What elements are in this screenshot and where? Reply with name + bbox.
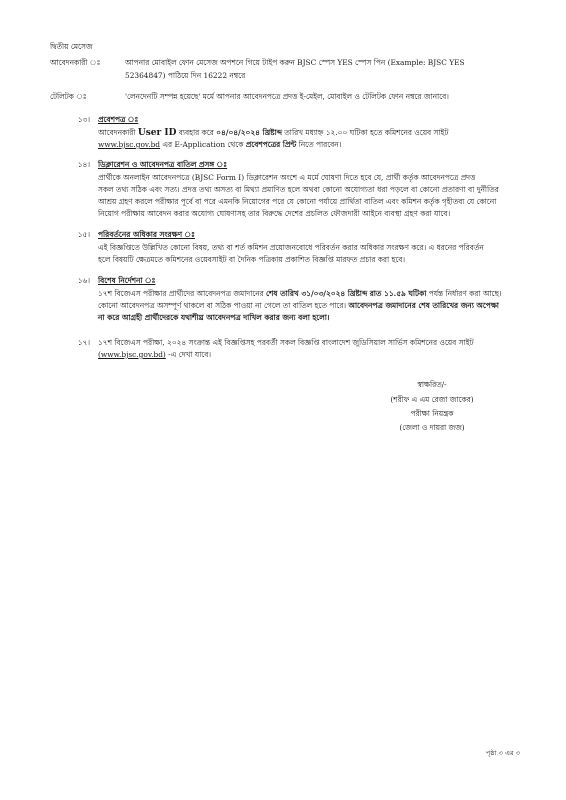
section-16-line-3: না করে আগ্রহী প্রার্থীদেরকে যথাশীঘ্র আবেদনপত্র দাখিল করার জন্য বলা হলো। [98, 313, 330, 322]
section-13-line-2 [98, 139, 518, 150]
applicant-label: আবেদনকারী ঃ [50, 58, 101, 67]
section-14-number: ১৪। [77, 160, 90, 169]
section-13-number: ১৩। [77, 115, 90, 124]
section-16-heading: বিশেষ নির্দেশনা ঃ [98, 276, 156, 285]
section-13-heading: প্রবেশপত্র ঃ [98, 115, 139, 124]
section-16-text: পর্যন্ত নির্ধারণ করা আছে। [428, 289, 502, 298]
signatory-rank: (জেলা ও দায়রা জজ) [399, 423, 465, 432]
section-17-line-1: ১৭শ বিজেএস পরীক্ষা, ২০২৪ সংক্রান্ত এই বিজ্ঞপ্তিসহ পরবর্তী সকল বিজ্ঞপ্তি বাংলাদেশ জুডিসিয়াল সার্ভিস কমিশনের ওয়েব সাইট [98, 338, 474, 347]
section-16-line-2 [98, 300, 518, 311]
section-13-text: ব্যবহার করে [178, 128, 214, 137]
admit-print-text: প্রবেশপত্রের প্রিন্ট [245, 140, 297, 149]
applicant-text-line-2: 52364847) পাঠিয়ে দিন 16222 নম্বরে [125, 71, 246, 80]
section-15-line-2: হলে বিষয়টি ক্ষেত্রমতে কমিশনের ওয়েবসাইট বা দৈনিক পত্রিকায় প্রকাশিত বিজ্ঞপ্তি মারফত প্রচার করা হবে। [98, 255, 406, 264]
section-13-text: তারিখ মধ্যাহ্ন ১২.০০ ঘটিকা হতে কমিশনের ওয়েব সাইট [284, 128, 449, 137]
section-15-number: ১৫। [77, 230, 90, 239]
section-16-bold-text: আবেদনপত্র জমাদানের শেষ তারিখের জন্য অপেক্ষা [348, 301, 499, 310]
bjsc-website-link[interactable]: (www.bjsc.gov.bd) [98, 350, 166, 359]
teletalk-text: 'লেনদেনটি সম্পন্ন হয়েছে' মর্মে আপনার আবেদনপত্রে প্রদত্ত ই-মেইল, মোবাইল ও টেলিটক ফোন নম্বরে জানাবে। [125, 92, 449, 101]
deadline-text: শেষ তারিখ ৩১/০৩/২০২৪ খ্রিষ্টাব্দ রাত ১১.৫৯ ঘটিকা [266, 289, 427, 298]
section-17-line-2 [98, 349, 518, 360]
section-14-line-4: নিয়োগ পরীক্ষায় আবেদন করার অযোগ্য ঘোষণাসহ তার বিরুদ্ধে দেশের প্রচলিত ফৌজদারী আইনে ব্যবস্থা গ্রহণ করা যাবে। [98, 209, 451, 218]
bjsc-website-link[interactable]: www.bjsc.gov.bd [98, 140, 161, 149]
section-16-line-1 [98, 288, 518, 299]
signatory-title: পরীক্ষা নিয়ন্ত্রক [410, 409, 454, 418]
applicant-text-line-1: আপনার মোবাইল ফোন মেসেজ অপশনে গিয়ে টাইপ করুন BJSC স্পেস YES স্পেস পিন (Example: BJSC YES [125, 58, 465, 67]
section-14-heading: ডিক্লারেশন ও আবেদনপত্র বাতিল প্রসঙ্গ ঃ [98, 160, 228, 169]
section-17-text: -এ দেখা যাবে। [168, 350, 211, 359]
second-message-label: দ্বিতীয় মেসেজ [50, 42, 93, 51]
section-13-text: আবেদনকারী [98, 128, 136, 137]
user-id-text: User ID [137, 128, 177, 138]
section-14-line-3: আশ্রয় গ্রহণ করলে পরীক্ষার পূর্বে বা পরে এমনকি নিয়োগের পরে যে কোনো পর্যায়ে প্রার্থিতা বাতিল এবং কমিশন কর্তৃক গৃহীতব্য যে কোনো [98, 197, 497, 206]
admit-date-text: ০৪/০৪/২০২৪ খ্রিষ্টাব্দ [216, 128, 282, 137]
section-16-text: কোনো আবেদনপত্র অসম্পূর্ণ থাকলে বা সঠিক পাওয়া না গেলে তা বাতিল হতে পারে। [98, 301, 347, 310]
section-14-line-1: প্রার্থীকে অনলাইন আবেদনপত্রে (BJSC Form I) ডিক্লারেশন অংশে এ মর্মে ঘোষণা দিতে হবে যে, প্রার্থী কর্তৃক আবেদনপত্রে প্রদত্ত [98, 173, 476, 182]
signature-signed: স্বাক্ষরিত/- [417, 380, 447, 389]
section-14-line-2: সকল তথ্য সঠিক এবং সত্য। প্রদত্ত তথ্য অসত্য বা মিথ্যা প্রমাণিত হলে অথবা কোনো অযোগ্যতা ধরা পড়লে বা কোনো প্রতারণা বা দুর্নীতির [98, 185, 499, 194]
section-15-line-1: এই বিজ্ঞপ্তিতে উল্লিখিত কোনো বিষয়, তথ্য বা শর্ত কমিশন প্রয়োজনবোধে পরিবর্তন করার অধিকার সংরক্ষণ করে। এ ধরনের পরিবর্তন [98, 243, 484, 252]
section-13-text: এর E-Application থেকে [162, 140, 244, 149]
section-17-number: ১৭। [77, 338, 90, 347]
section-13-line-1 [98, 127, 518, 139]
section-16-text: ১৭শ বিজেএস পরীক্ষার প্রার্থীদের আবেদনপত্র জমাদানের [98, 289, 264, 298]
section-15-heading: পরিবর্তনের অধিকার সংরক্ষণ ঃ [98, 230, 195, 239]
teletalk-label: টেলিটক ঃ [50, 92, 87, 101]
signatory-name: (শরীফ এ এম রেজা জাকের) [390, 395, 474, 404]
section-13-text: নিতে পারবেন। [298, 140, 342, 149]
section-16-number: ১৬। [77, 276, 90, 285]
page-number: পৃষ্ঠা ৩ এর ৩ [485, 749, 520, 757]
